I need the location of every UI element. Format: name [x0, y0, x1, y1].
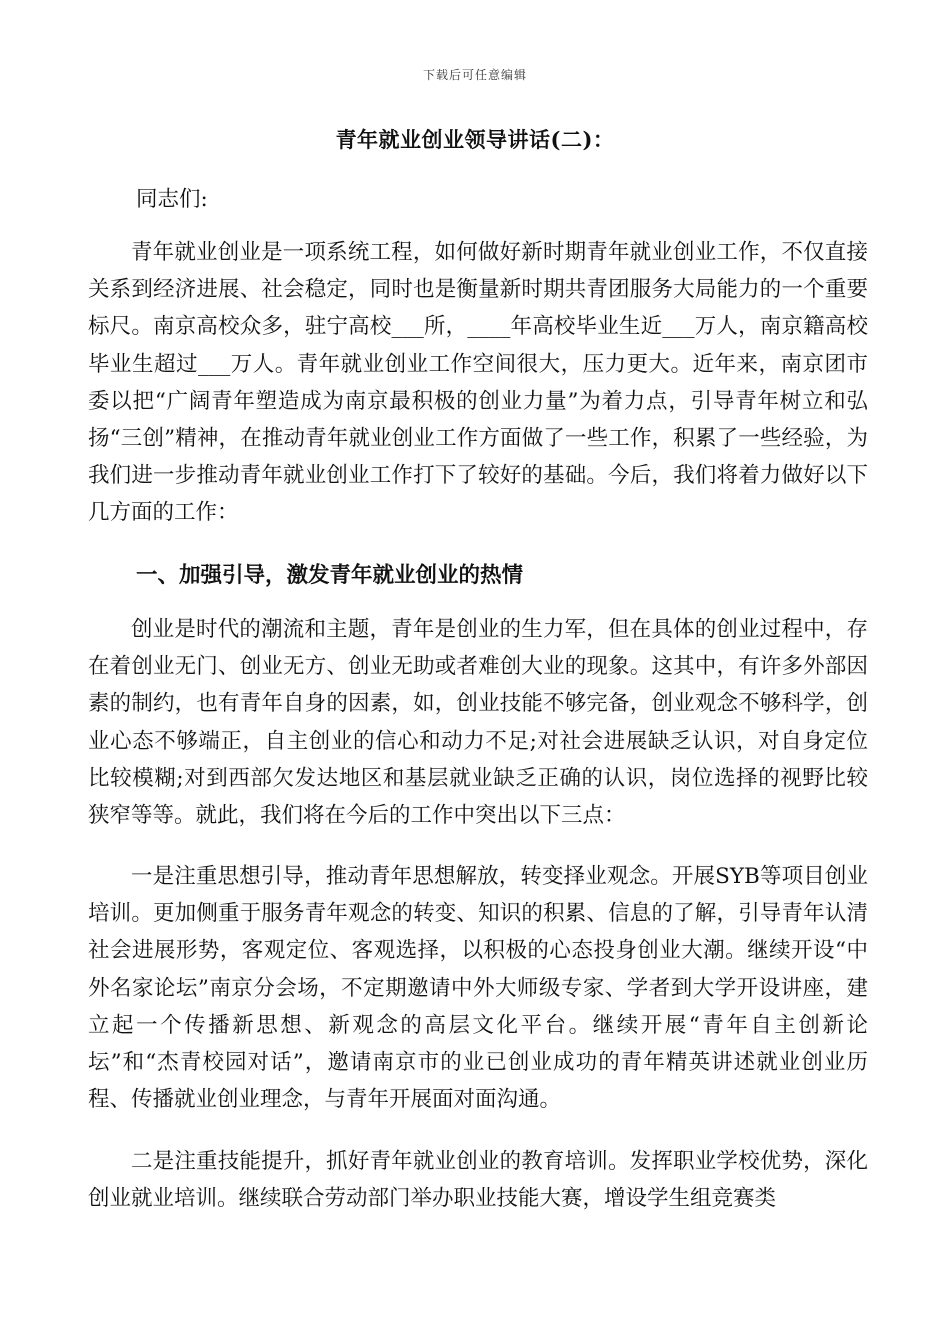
paragraph-point-2: 二是注重技能提升，抓好青年就业创业的教育培训。发挥职业学校优势，深化创业就业培训。继续联合劳动部门举办职业技能大赛，增设学生组竞赛类 [88, 1149, 868, 1212]
document-title: 青年就业创业领导讲话(二)： [335, 127, 615, 152]
paragraph-section-1: 创业是时代的潮流和主题，青年是创业的生力军，但在具体的创业过程中，存在着创业无门、创业无方、创业无助或者难创大业的现象。这其中，有许多外部因素的制约，也有青年自身的因素，如，创业技能不够完备，创业观念不够科学，创业心态不够端正，自主创业的信心和动力不足;对社会进展缺乏认识，对自身定位比较模糊;对到西部欠发达地区和基层就业缺乏正确的认识，岗位选择的视野比较狭窄等等。就此，我们将在今后的工作中突出以下三点： [88, 617, 868, 829]
greeting: 同志们: [136, 187, 208, 212]
header-note: 下载后可任意编辑 [422, 68, 527, 82]
paragraph-intro: 青年就业创业是一项系统工程，如何做好新时期青年就业创业工作，不仅直接关系到经济进展、社会稳定，同时也是衡量新时期共青团服务大局能力的一个重要标尺。南京高校众多，驻宁高校___所，____年高校毕业生近___万人，南京籍高校毕业生超过___万人。青年就业创业工作空间很大，压力更大。近年来，南京团市委以把“广阔青年塑造成为南京最积极的创业力量”为着力点，引导青年树立和弘扬“三创”精神，在推动青年就业创业工作方面做了一些工作，积累了一些经验，为我们进一步推动青年就业创业工作打下了较好的基础。今后，我们将着力做好以下几方面的工作： [88, 240, 868, 526]
section-heading-1: 一、加强引导，激发青年就业创业的热情 [136, 563, 524, 588]
paragraph-point-1: 一是注重思想引导，推动青年思想解放，转变择业观念。开展SYB等项目创业培训。更加侧重于服务青年观念的转变、知识的积累、信息的了解，引导青年认清社会进展形势，客观定位、客观选择，以积极的心态投身创业大潮。继续开设“中外名家论坛”南京分会场，不定期邀请中外大师级专家、学者到大学开设讲座，建立起一个传播新思想、新观念的高层文化平台。继续开展“青年自主创新论坛”和“杰青校园对话”，邀请南京市的业已创业成功的青年精英讲述就业创业历程、传播就业创业理念，与青年开展面对面沟通。 [88, 864, 868, 1113]
